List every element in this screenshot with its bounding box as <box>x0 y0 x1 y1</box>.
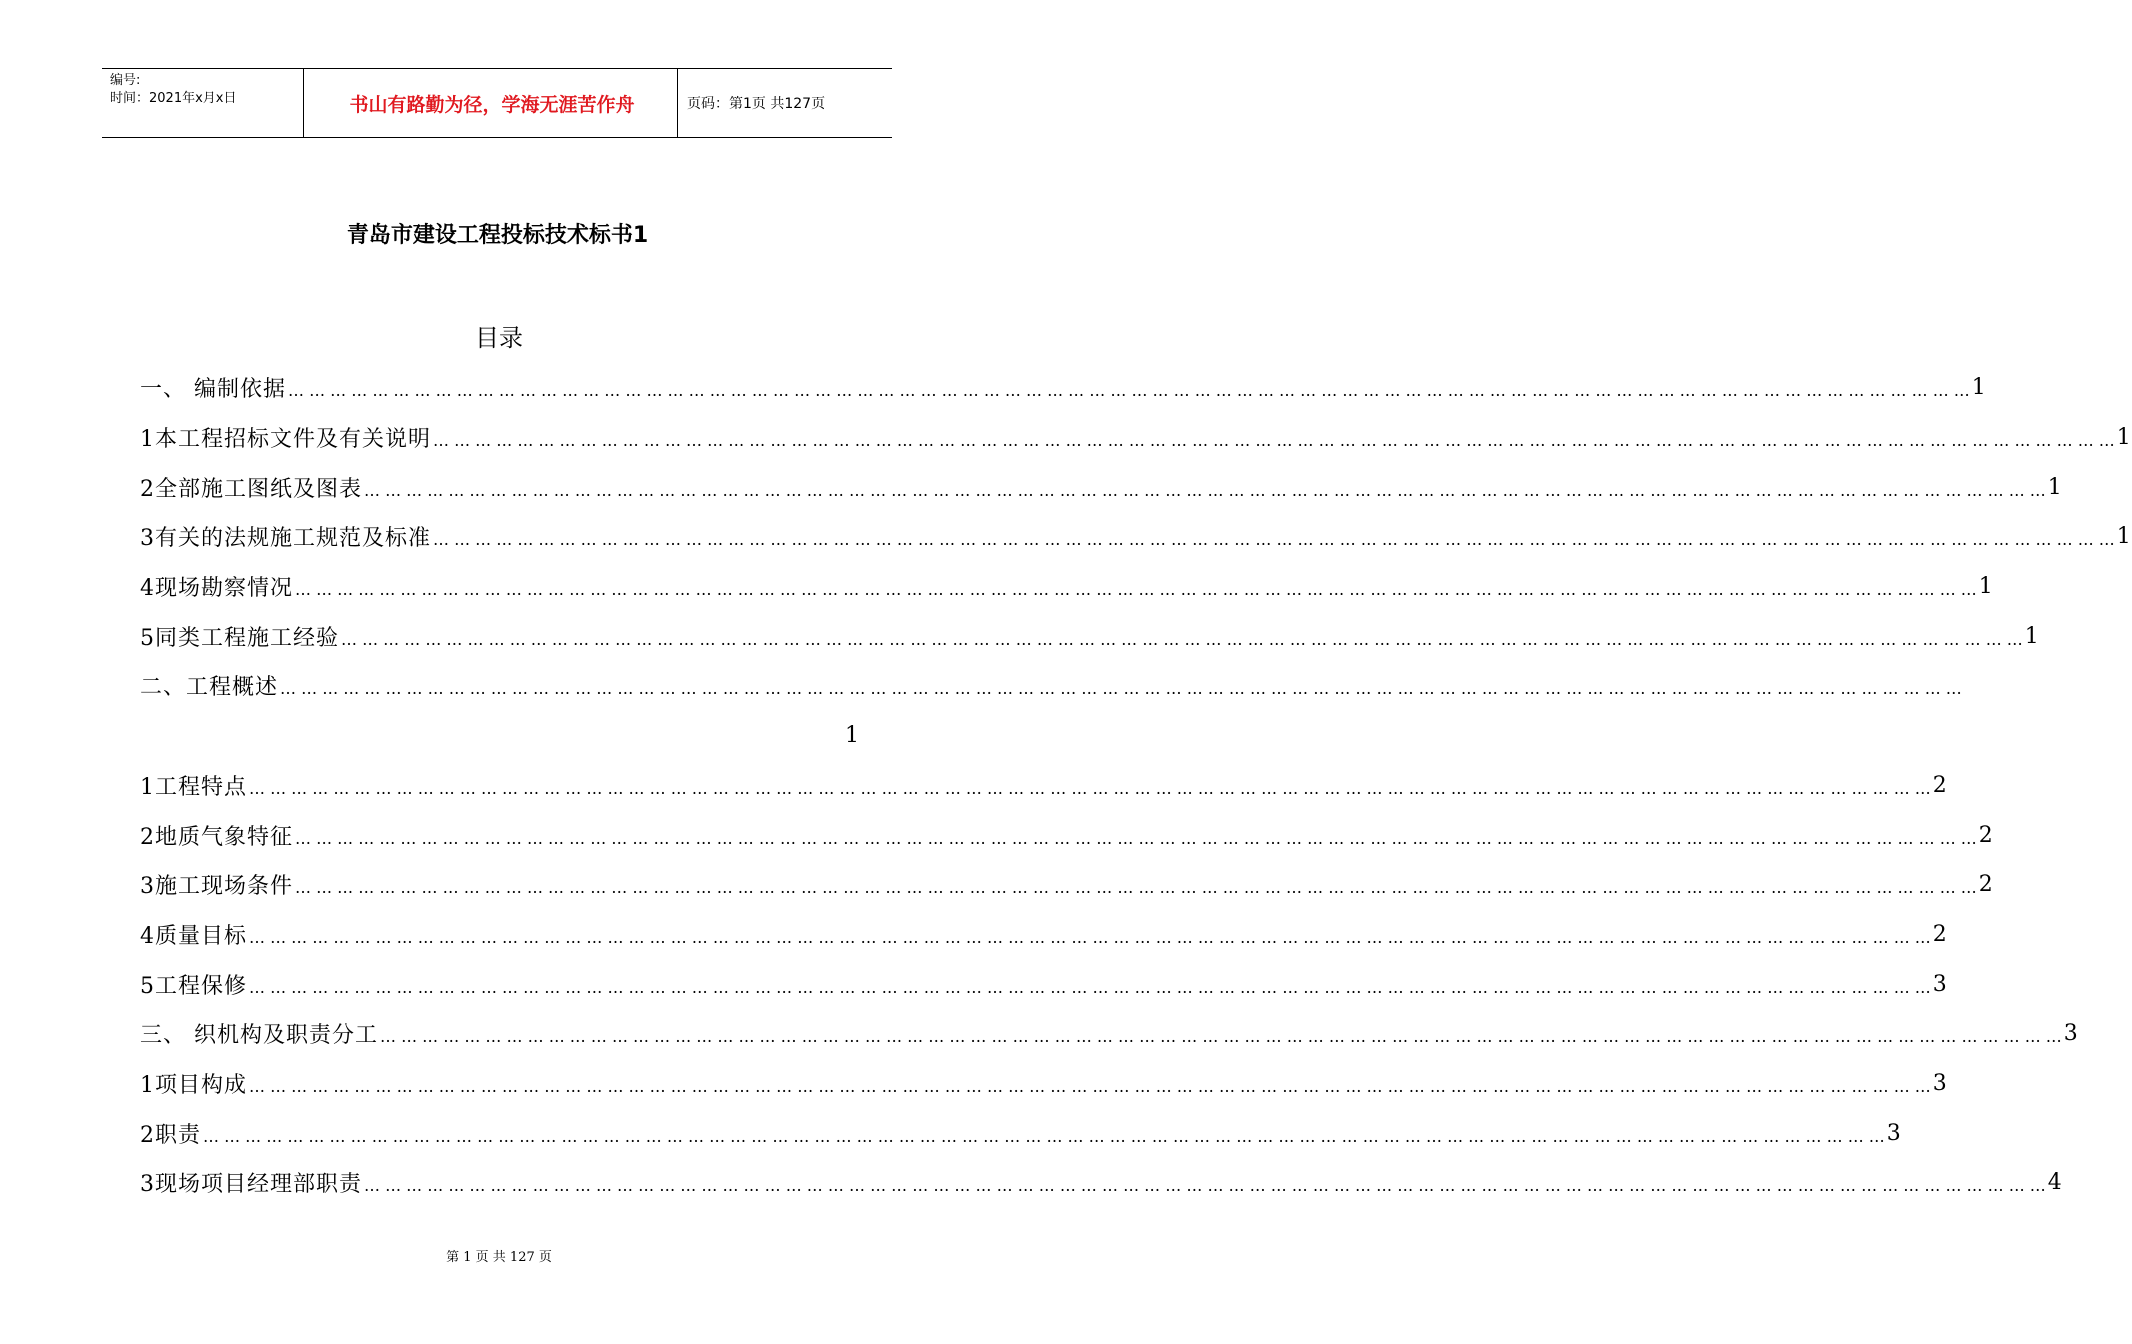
toc-leader-dots: … … … … … … … … … … … … … … … … … … … … … … … … … … … … … … … … … … … … … … … … … … … … … … … … … … … … … … … … … … … … … … … … … … … … … … … … … … … … … … … … <box>380 1027 2062 1047</box>
toc-leader-dots: … … … … … … … … … … … … … … … … … … … … … … … … … … … … … … … … … … … … … … … … … … … … … … … … … … … … … … … … … … … … … … … … … … … … … … … … … … … … … … … … <box>364 480 2046 500</box>
toc-entry-label: 2地质气象特征 <box>140 824 293 850</box>
toc-entry-label: 2职责 <box>140 1122 201 1148</box>
toc-leader-dots: … … … … … … … … … … … … … … … … … … … … … … … … … … … … … … … … … … … … … … … … … … … … … … … … … … … … … … … … … … … … … … … … … … … … … … … … … … … … … … … … <box>295 580 1977 600</box>
toc-entry-page: 2 <box>1932 921 1948 947</box>
table-of-contents <box>140 363 2132 1208</box>
toc-leader-dots: … … … … … … … … … … … … … … … … … … … … … … … … … … … … … … … … … … … … … … … … … … … … … … … … … … … … … … … … … … … … … … … … … … … … … … … … … … … … … … … … <box>433 431 2115 451</box>
header-divider-right <box>677 69 678 137</box>
page-header <box>102 68 892 138</box>
toc-leader-dots: … … … … … … … … … … … … … … … … … … … … … … … … … … … … … … … … … … … … … … … … … … … … … … … … … … … … … … … … … … … … … … … … … … … … … … … … … … … … … … … … <box>203 1126 1885 1146</box>
toc-leader-dots: … … … … … … … … … … … … … … … … … … … … … … … … … … … … … … … … … … … … … … … … … … … … … … … … … … … … … … … … … … … … … … … … … … … … … … … … … … … … … … … … <box>433 530 2115 550</box>
toc-entry-label: 3施工现场条件 <box>140 874 293 900</box>
toc-entry[interactable] <box>140 661 1962 711</box>
toc-entry[interactable] <box>140 1059 1948 1109</box>
toc-entry-label: 一、 编制依据 <box>140 377 286 403</box>
toc-entry-page: 1 <box>2116 524 2132 550</box>
toc-entry[interactable] <box>140 363 1987 413</box>
toc-entry-label: 二、工程概述 <box>140 675 279 701</box>
toc-entry[interactable] <box>140 611 2040 661</box>
toc-entry-page: 2 <box>1978 872 1994 898</box>
toc-leader-dots: … … … … … … … … … … … … … … … … … … … … … … … … … … … … … … … … … … … … … … … … … … … … … … … … … … … … … … … … … … … … … … … … … … … … … … … … … … … … … … … … <box>295 828 1977 848</box>
toc-leader-dots: … … … … … … … … … … … … … … … … … … … … … … … … … … … … … … … … … … … … … … … … … … … … … … … … … … … … … … … … … … … … … … … … … … … … … … … … … … … … … … … … <box>249 977 1931 997</box>
toc-entry-page: 1 <box>1978 574 1994 600</box>
toc-heading: 目录 <box>475 324 523 352</box>
toc-entry[interactable] <box>140 562 1994 612</box>
toc-entry-page: 3 <box>2063 1021 2079 1047</box>
toc-leader-dots: … … … … … … … … … … … … … … … … … … … … … … … … … … … … … … … … … … … … … … … … … … … … … … … … … … … … … … … … … … … … … … … … … … … … … … … … … … … … … … … … <box>295 878 1977 898</box>
toc-entry-page: 1 <box>2047 474 2063 500</box>
toc-entry[interactable] <box>140 1108 1902 1158</box>
header-motto: 书山有路勤为径，学海无涯苦作舟 <box>349 93 635 116</box>
page-footer: 第 1 页 共 127 页 <box>446 1250 552 1265</box>
toc-entry-page: 2 <box>1932 772 1948 798</box>
toc-entry-label: 3现场项目经理部职责 <box>140 1172 362 1198</box>
toc-leader-dots: … … … … … … … … … … … … … … … … … … … … … … … … … … … … … … … … … … … … … … … … … … … … … … … … … … … … … … … … … … … … … … … … … … … … … … … … … … … … … … … … <box>341 629 2023 649</box>
toc-entry-page: 3 <box>1932 1070 1948 1096</box>
toc-entry-label: 4质量目标 <box>140 923 247 949</box>
toc-entry-page: 3 <box>1932 971 1948 997</box>
toc-entry[interactable] <box>140 413 2132 463</box>
header-page-info: 页码：第1页 共127页 <box>687 96 826 112</box>
toc-entry-label: 4现场勘察情况 <box>140 576 293 602</box>
toc-leader-dots: … … … … … … … … … … … … … … … … … … … … … … … … … … … … … … … … … … … … … … … … … … … … … … … … … … … … … … … … … … … … … … … … … … … … … … … … … … … … … … … … <box>249 1076 1931 1096</box>
toc-entry[interactable] <box>140 462 2063 512</box>
toc-leader-dots: … … … … … … … … … … … … … … … … … … … … … … … … … … … … … … … … … … … … … … … … … … … … … … … … … … … … … … … … … … … … … … … … … … … … … … … … … … … … … … … … <box>280 679 1962 699</box>
header-divider-left <box>303 69 304 137</box>
toc-entry-label: 三、 织机构及职责分工 <box>140 1023 378 1049</box>
toc-entry[interactable] <box>140 810 1994 860</box>
toc-leader-dots: … … … … … … … … … … … … … … … … … … … … … … … … … … … … … … … … … … … … … … … … … … … … … … … … … … … … … … … … … … … … … … … … … … … … … … … … … … … … … … … … <box>288 381 1970 401</box>
number-label: 编号: <box>110 73 141 88</box>
document-title: 青岛市建设工程投标技术标书1 <box>346 223 649 248</box>
toc-entry[interactable] <box>140 711 860 761</box>
toc-leader-dots: … … … … … … … … … … … … … … … … … … … … … … … … … … … … … … … … … … … … … … … … … … … … … … … … … … … … … … … … … … … … … … … … … … … … … … … … … … … … … … … … <box>364 1176 2046 1196</box>
toc-entry-page: 1 <box>1971 375 1987 401</box>
toc-entry-label: 1工程特点 <box>140 774 247 800</box>
toc-leader-dots: … … … … … … … … … … … … … … … … … … … … … … … … … … … … … … … … … … … … … … … … … … … … … … … … … … … … … … … … … … … … … … … … … … … … … … … … … … … … … … … … <box>249 927 1931 947</box>
toc-entry-label: 5同类工程施工经验 <box>140 625 339 651</box>
toc-entry[interactable] <box>140 959 1948 1009</box>
toc-leader-dots: … … … … … … … … … … … … … … … … … … … … … … … … … … … … … … … … … … … … … … … … … … … … … … … … … … … … … … … … … … … … … … … … … … … … … … … … … … … … … … … … <box>249 778 1931 798</box>
toc-entry[interactable] <box>140 860 1994 910</box>
toc-entry[interactable] <box>140 512 2132 562</box>
toc-entry-page: 1 <box>845 723 860 749</box>
toc-entry-page: 1 <box>2024 623 2040 649</box>
toc-entry-page: 3 <box>1886 1120 1902 1146</box>
toc-entry-label: 1项目构成 <box>140 1072 247 1098</box>
toc-entry-page: 1 <box>2116 425 2132 451</box>
toc-entry[interactable] <box>140 1009 2079 1059</box>
toc-entry-label: 2全部施工图纸及图表 <box>140 476 362 502</box>
toc-entry-label: 1本工程招标文件及有关说明 <box>140 427 431 453</box>
toc-entry[interactable] <box>140 761 1948 811</box>
time-label: 时间：2021年x月x日 <box>110 91 237 106</box>
toc-entry[interactable] <box>140 1158 2063 1208</box>
toc-entry-label: 3有关的法规施工规范及标准 <box>140 526 431 552</box>
toc-entry-page: 4 <box>2047 1170 2063 1196</box>
header-meta <box>110 72 236 108</box>
toc-entry-label: 5工程保修 <box>140 973 247 999</box>
toc-entry-page: 2 <box>1978 822 1994 848</box>
toc-entry[interactable] <box>140 910 1948 960</box>
